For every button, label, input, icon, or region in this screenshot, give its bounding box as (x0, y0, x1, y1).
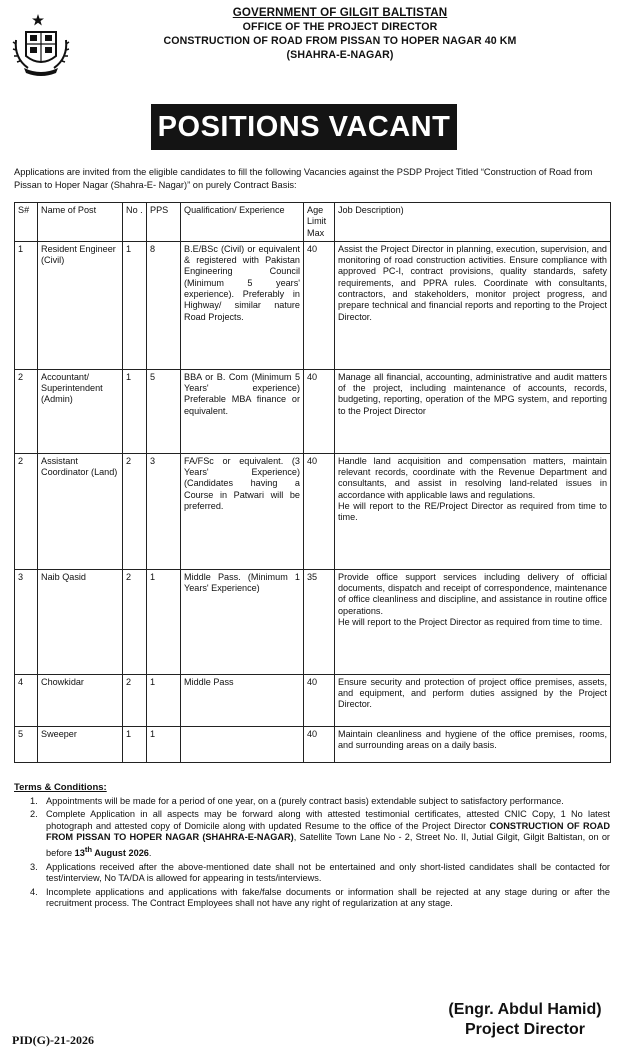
cell-qualification: B.E/BSc (Civil) or equivalent & registered with Pakistan Engineering Council (Minimum 5 years' experience). Preferably in Highway/ similar nature Road Projects. (181, 241, 304, 369)
vacancy-table (14, 202, 611, 763)
term-number: 1. (30, 795, 38, 806)
col-header-no: No . (123, 203, 147, 242)
positions-vacant-banner: POSITIONS VACANT (151, 104, 457, 150)
cell-sn: 2 (15, 453, 38, 569)
term-text: Applications received after the above-mentioned date shall not be entertained and only short-listed candidates shall be contacted for test/interview, No TA/DA is allowed for appearing in tests/interviews. (46, 861, 610, 884)
cell-post: Assistant Coordinator (Land) (38, 453, 123, 569)
terms-section (14, 782, 610, 910)
term-number: 4. (30, 886, 38, 897)
table-row (15, 726, 611, 762)
table-row (15, 369, 611, 453)
terms-title: Terms & Conditions: (14, 782, 107, 793)
cell-sn: 5 (15, 726, 38, 762)
col-header-age: Age Limit Max (304, 203, 335, 242)
signatory-name: (Engr. Abdul Hamid) (448, 1001, 602, 1018)
col-header-description: Job Description) (335, 203, 611, 242)
signature-block (440, 1000, 610, 1040)
terms-list (14, 796, 610, 910)
list-item (14, 887, 610, 910)
cell-age: 35 (304, 569, 335, 674)
cell-description: Ensure security and protection of project office premises, assets, and equipment, and perform duties assigned by the Project Director. (335, 674, 611, 726)
cell-qualification: Middle Pass. (Minimum 1 Years' Experience) (181, 569, 304, 674)
deadline-month-year: August 2026 (92, 848, 149, 859)
cell-age: 40 (304, 369, 335, 453)
term-text: Complete Application in all aspects may be forward along with attested testimonial certificates, attested CNIC Copy, 1 No latest photograph and attested copy of Domicile along with updated Resume to the office of the Project Director (46, 809, 610, 831)
cell-description (335, 453, 611, 569)
cell-age: 40 (304, 453, 335, 569)
cell-description: Assist the Project Director in planning, execution, supervision, and monitoring of road construction activities. Ensure compliance with approved PC-I, contract provisions, quality standards, safety requirements, and PPRA rules. Coordinate with consultants, contractors, and stakeholders, monitor project progress, and prepare technical and financial reports and reporting to the Project Director. (335, 241, 611, 369)
list-item (14, 809, 610, 859)
cell-pps: 1 (147, 726, 181, 762)
pid-number: PID(G)-21-2026 (12, 1033, 94, 1047)
cell-qualification: BBA or B. Com (Minimum 5 Years' experience) Preferable MBA finance or equivalent. (181, 369, 304, 453)
cell-description (335, 569, 611, 674)
cell-no: 2 (123, 674, 147, 726)
cell-sn: 2 (15, 369, 38, 453)
deadline-day-suffix: th (84, 844, 93, 854)
term-end: . (148, 848, 152, 859)
intro-paragraph: Applications are invited from the eligible candidates to fill the following Vacancies against the PSDP Project Titled “Construction of Road from Pissan to Hoper Nagar (Shahra-E- Nagar)” on purely Contract Basis: (14, 167, 593, 190)
cell-age: 40 (304, 726, 335, 762)
list-item (14, 862, 610, 885)
cell-sn: 1 (15, 241, 38, 369)
description-reporting: He will report to the Project Director as required from time to time. (338, 617, 603, 628)
deadline-day: 13 (74, 848, 85, 859)
description-main: Handle land acquisition and compensation matters, maintain relevant records, coordinate with the Revenue Department and consultants, and assist in resolving land-related issues in accordance with applicable laws and regulations. (338, 455, 607, 500)
cell-pps: 1 (147, 674, 181, 726)
cell-pps: 1 (147, 569, 181, 674)
header-title-block (80, 6, 600, 62)
header-government: GOVERNMENT OF GILGIT BALTISTAN (232, 6, 448, 19)
table-row (15, 241, 611, 369)
cell-qualification (181, 726, 304, 762)
list-item (14, 796, 610, 808)
table-row (15, 674, 611, 726)
term-text: Appointments will be made for a period of one year, on a (purely contract basis) extendable subject to satisfactory performance. (46, 795, 564, 806)
notice-header (0, 0, 618, 92)
cell-no: 2 (123, 569, 147, 674)
cell-pps: 8 (147, 241, 181, 369)
header-office: OFFICE OF THE PROJECT DIRECTOR (242, 21, 438, 33)
deadline-date (74, 844, 149, 859)
col-header-post: Name of Post (38, 203, 123, 242)
cell-sn: 3 (15, 569, 38, 674)
description-main: Provide office support services including delivery of official documents, dispatch and receipt of correspondence, maintenance of office cleanliness and discipline, and assistance in routine office operations. (338, 571, 607, 616)
header-project-sub: (SHAHRA-E-NAGAR) (286, 49, 394, 61)
table-header-row (15, 203, 611, 242)
table-row (15, 453, 611, 569)
col-header-qualification: Qualification/ Experience (181, 203, 304, 242)
table-row (15, 569, 611, 674)
term-number: 2. (30, 809, 38, 820)
signatory-title: Project Director (464, 1021, 586, 1038)
cell-pps: 5 (147, 369, 181, 453)
term-address: , Satellite Town Lane No - 2, Street No. II, Jutial Gilgit, Gilgit Baltistan, on or before (46, 832, 610, 859)
header-project: CONSTRUCTION OF ROAD FROM PISSAN TO HOPER NAGAR 40 KM (163, 35, 517, 47)
cell-no: 1 (123, 726, 147, 762)
cell-post: Accountant/ Superintendent (Admin) (38, 369, 123, 453)
cell-post: Naib Qasid (38, 569, 123, 674)
term-number: 3. (30, 861, 38, 872)
cell-post: Resident Engineer (Civil) (38, 241, 123, 369)
term-address-bold: CONSTRUCTION OF ROAD FROM PISSAN TO HOPER NAGAR (SHAHRA-E-NAGAR) (46, 820, 610, 843)
cell-post: Sweeper (38, 726, 123, 762)
cell-no: 2 (123, 453, 147, 569)
cell-description: Maintain cleanliness and hygiene of the office premises, rooms, and surrounding areas on a daily basis. (335, 726, 611, 762)
cell-sn: 4 (15, 674, 38, 726)
term-text: Incomplete applications and applications with fake/false documents or information shall be rejected at any stage during or after the recruitment process. The Contract Employees shall not have any right of regularization at any stage. (46, 886, 610, 909)
cell-age: 40 (304, 241, 335, 369)
cell-post: Chowkidar (38, 674, 123, 726)
cell-pps: 3 (147, 453, 181, 569)
col-header-sn: S# (15, 203, 38, 242)
cell-qualification: Middle Pass (181, 674, 304, 726)
government-emblem-icon (10, 10, 72, 78)
cell-no: 1 (123, 241, 147, 369)
cell-age: 40 (304, 674, 335, 726)
col-header-pps: PPS (147, 203, 181, 242)
description-reporting: He will report to the RE/Project Director as required from time to time. (338, 501, 607, 523)
cell-no: 1 (123, 369, 147, 453)
cell-qualification: FA/FSc or equivalent. (3 Years' Experience) (Candidates having a Course in Patwari will be preferred. (181, 453, 304, 569)
cell-description: Manage all financial, accounting, administrative and audit matters of the project, including maintenance of accounts, records, budgeting, reporting, operation of the MPG system, and reporting to the Project Director (335, 369, 611, 453)
